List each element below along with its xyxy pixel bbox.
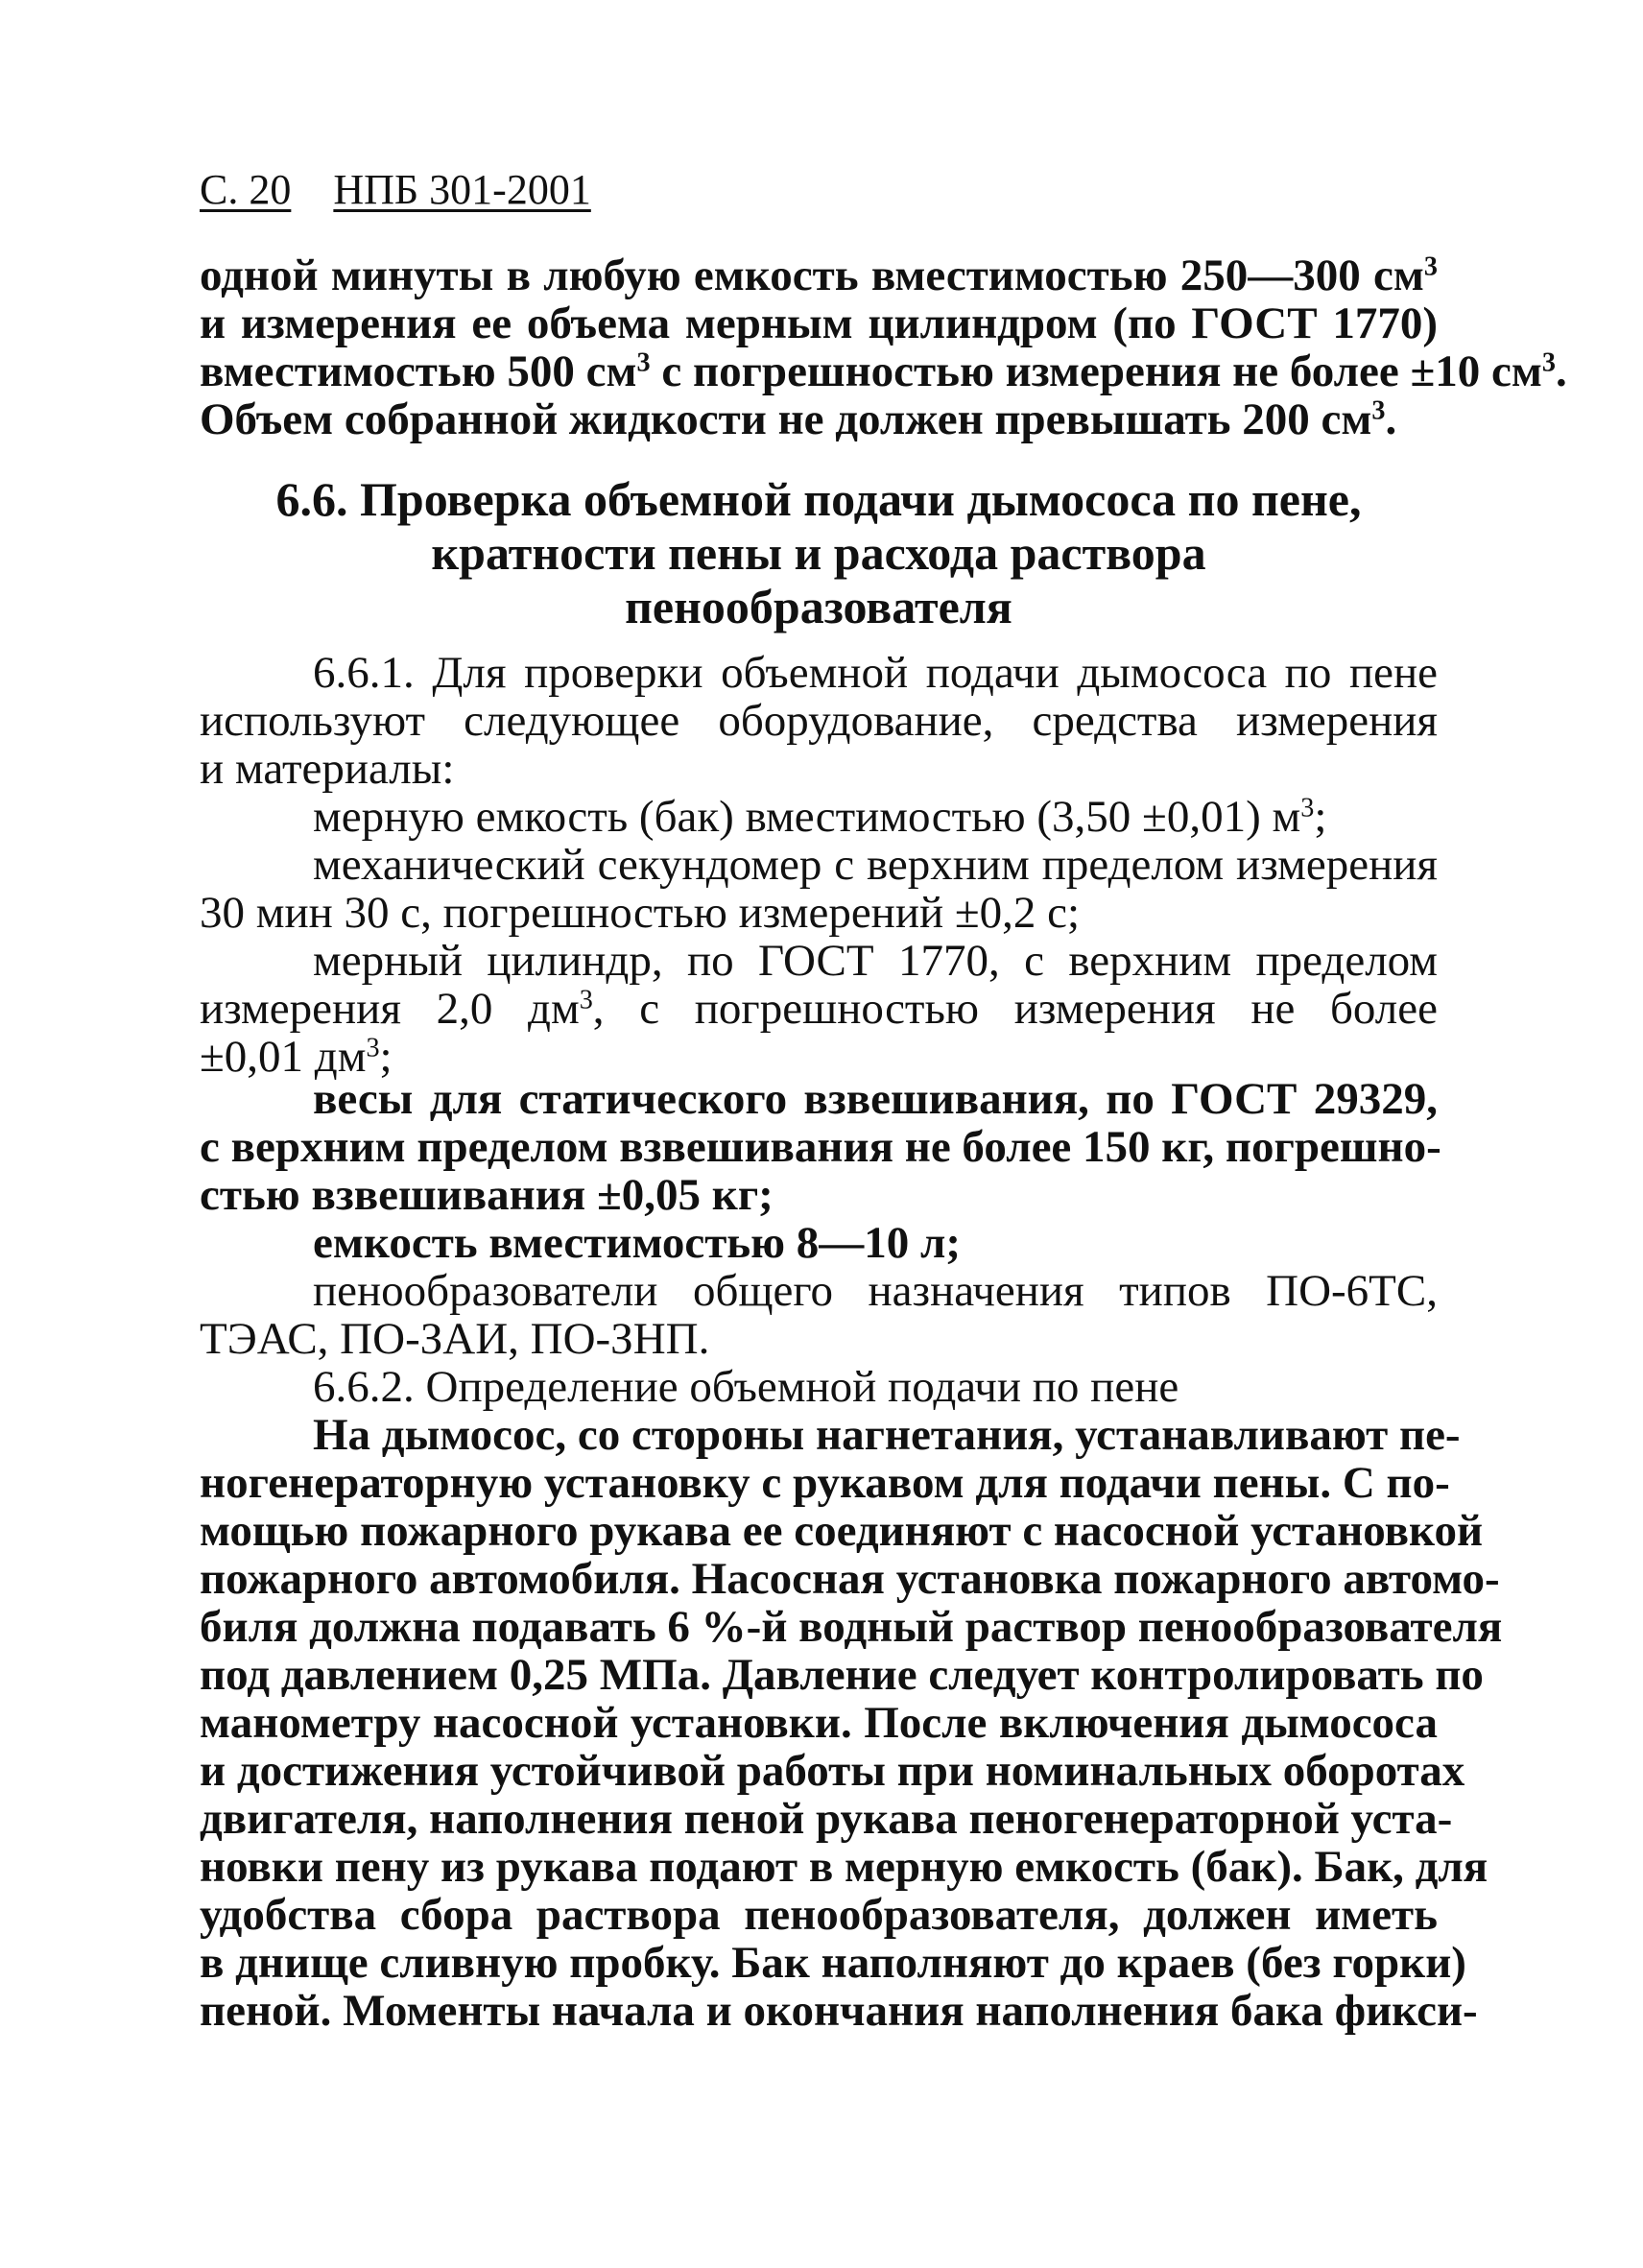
paragraph-6-6-1 (200, 649, 1438, 1081)
paragraph-line: новки пену из рукава подают в мерную емкость (бак). Бак, для (200, 1842, 1488, 1892)
intro-line: и измерения ее объема мерным цилиндром (по ГОСТ 1770) (200, 298, 1438, 348)
paragraph-line: мощью пожарного рукава ее соединяют с насосной установкой (200, 1506, 1484, 1556)
section-title-line: 6.6. Проверка объемной подачи дымососа по пене, (275, 472, 1362, 526)
paragraph-line: используют следующее оборудование, средства измерения (200, 696, 1438, 746)
list-item-cylinder-cont: ±0,01 $дм^3$; (200, 1032, 393, 1082)
list-item-scales-line: весы для статического взвешивания, по ГОСТ 29329, (313, 1074, 1438, 1124)
paragraph-line: и достижения устойчивой работы при номинальных оборотах (200, 1746, 1465, 1796)
paragraph-line: ногенераторную установку с рукавом для подачи пены. С по- (200, 1458, 1450, 1508)
list-item-scales (200, 1074, 1441, 1268)
list-item-stopwatch-cont: 30 мин 30 с, погрешностью измерений ±0,2 с; (200, 888, 1081, 938)
paragraph-line: На дымосос, со стороны нагнетания, устанавливают пе- (313, 1410, 1461, 1460)
intro-line: одной минуты в любую емкость вместимостью 250—300 $см^3$ (200, 251, 1438, 300)
subsection-heading-6-6-2: 6.6.2. Определение объемной подачи по пене (313, 1362, 1179, 1412)
list-item-cylinder-cont: измерения 2,0 $дм^3$, с погрешностью измерения не более (200, 984, 1438, 1034)
list-item-cylinder: мерный цилиндр, по ГОСТ 1770, с верхним пределом (313, 936, 1438, 986)
list-item-scales-line: стью взвешивания ±0,05 кг; (200, 1170, 774, 1220)
intro-line: Объем собранной жидкости не должен превышать 200 $см^3$. (200, 394, 1397, 444)
section-heading (200, 472, 1438, 633)
paragraph-line: двигателя, наполнения пеной рукава пеногенераторной уста- (200, 1794, 1453, 1844)
section-title-line: пенообразователя (625, 580, 1012, 633)
intro-line: вместимостью 500 $см^3$ с погрешностью измерения не более ±10 $см^3$. (200, 346, 1567, 396)
section-title-line: кратности пены и расхода раствора (431, 526, 1206, 580)
list-item-tank: мерную емкость (бак) вместимостью (3,50 ±0,01) $м^3$; (313, 792, 1327, 842)
paragraph-line: 6.6.1. Для проверки объемной подачи дымососа по пене (313, 648, 1438, 698)
list-item-stopwatch: механический секундомер с верхним пределом измерения (313, 840, 1438, 890)
paragraph-line: пеной. Моменты начала и окончания наполнения бака фикси- (200, 1986, 1478, 2036)
page-number: С. 20 (200, 166, 292, 213)
list-item-foam-agents (200, 1267, 1438, 1411)
paragraph-line: под давлением 0,25 МПа. Давление следует контролировать по (200, 1650, 1484, 1700)
list-item-scales-line: с верхним пределом взвешивания не более 150 кг, погрешно- (200, 1122, 1441, 1172)
paragraph-6-6-2 (200, 1410, 1503, 2036)
list-item-container: емкость вместимостью 8—10 л; (313, 1218, 962, 1268)
paragraph-line: манометру насосной установки. После включения дымососа (200, 1698, 1438, 1748)
document-code: НПБ 301-2001 (333, 166, 591, 213)
paragraph-line: пожарного автомобиля. Насосная установка пожарного автомо- (200, 1554, 1500, 1604)
paragraph-line: удобства сбора раствора пенообразователя, должен иметь (200, 1890, 1438, 1940)
intro-paragraph (200, 251, 1567, 444)
paragraph-line: в днище сливную пробку. Бак наполняют до краев (без горки) (200, 1938, 1466, 1988)
list-item-foam-line: пенообразователи общего назначения типов ПО-6ТС, (313, 1266, 1438, 1316)
paragraph-line: биля должна подавать 6 %-й водный раствор пенообразователя (200, 1602, 1503, 1652)
list-item-foam-line: ТЭАС, ПО-ЗАИ, ПО-ЗНП. (200, 1314, 710, 1364)
page-header (200, 163, 591, 217)
paragraph-line: и материалы: (200, 744, 455, 794)
